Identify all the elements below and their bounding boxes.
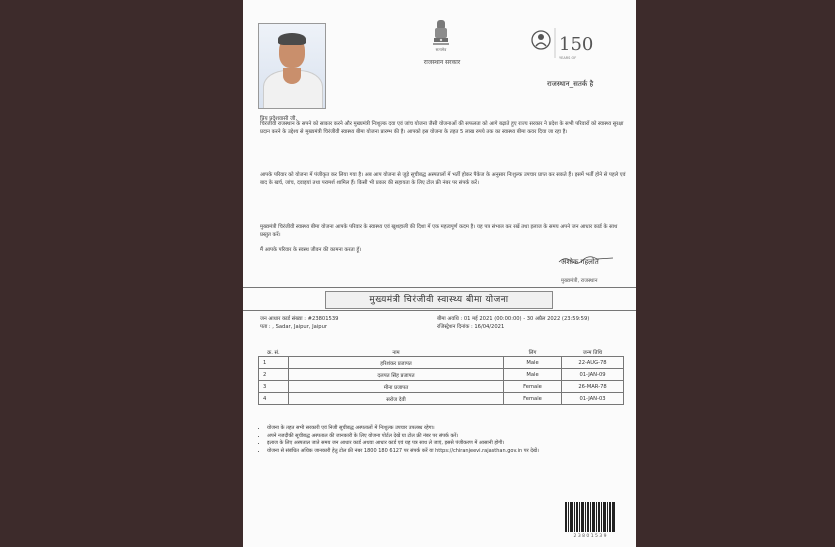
jan-aadhaar-number: जन आधार कार्ड संख्या : #23801539: [260, 316, 339, 322]
member-gender: Female: [504, 393, 562, 405]
signature-name: अशोक गहलोत: [561, 258, 599, 266]
salutation: प्रिय प्रदेशवासी जी,: [260, 116, 298, 122]
family-members-table: [258, 347, 624, 405]
svg-text:YEARS OF: YEARS OF: [559, 56, 577, 60]
chief-minister-photo: [258, 23, 326, 109]
svg-text:150: 150: [559, 34, 594, 55]
member-serial: 3: [259, 381, 289, 393]
scheme-title-band: [243, 287, 636, 311]
table-row: [259, 393, 624, 405]
member-name: हरिशंकर प्रजापत: [289, 357, 504, 369]
letter-paragraph-4: मैं आपके परिवार के स्वस्थ जीवन की कामना करता हूँ।: [260, 247, 362, 253]
letter-paragraph-3: मुख्यमंत्री चिरंजीवी स्वास्थ्य बीमा योजना आपके परिवार के स्वास्थ्य एवं खुशहाली की दिशा में एक महत्वपूर्ण कदम है। यह पत्र संभाल कर रखें तथा इलाज के समय अपने जन आधार कार्ड के साथ प्रस्तुत करें।: [260, 224, 618, 238]
table-row: [259, 357, 624, 369]
member-name: दलपत सिंह प्रजापत: [289, 369, 504, 381]
member-gender: Male: [504, 357, 562, 369]
list-item: • योजना से संबंधित अधिक जानकारी हेतु टोल फ्री नंबर 1800 180 6127 पर संपर्क करें या https://chiranjeevi.rajasthan.gov.in पर देखें।: [267, 448, 636, 456]
scheme-notes: [258, 425, 636, 455]
address: पता : , Sadar, Jaipur, Jaipur: [260, 324, 327, 330]
signature-scribble-icon: [557, 255, 617, 265]
list-item: • योजना के तहत सभी सरकारी एवं निजी सूचीबद्ध अस्पतालों में निःशुल्क उपचार उपलब्ध रहेगा।: [267, 425, 636, 433]
list-item: • अपने नजदीकी सूचीबद्ध अस्पताल की जानकारी के लिए योजना पोर्टल देखें या टोल फ्री नंबर पर संपर्क करें।: [267, 433, 636, 441]
barcode-icon: [565, 502, 615, 532]
designation: मुख्यमंत्री, राजस्थान: [561, 278, 598, 284]
member-dob: 22-AUG-78: [562, 357, 624, 369]
member-gender: Female: [504, 381, 562, 393]
table-row: [259, 369, 624, 381]
member-name: मीना प्रजापत: [289, 381, 504, 393]
member-gender: Male: [504, 369, 562, 381]
barcode-number: 2 3 8 0 1 5 3 9: [573, 534, 607, 539]
member-dob: 01-JAN-03: [562, 393, 624, 405]
column-gender: लिंग: [528, 349, 537, 356]
column-dob: जन्म तिथि: [582, 349, 603, 356]
letter-paragraph-1: चिरंजीवी राजस्थान के सपने को साकार करने और मुख्यमंत्री निःशुल्क दवा एवं जांच योजना जैसी योजनाओं की सफलता को आगे बढ़ाते हुए राज्य सरकार ने प्रदेश के सभी परिवारों को स्वास्थ्य सुरक्षा प्रदान करने के उद्देश्य से मुख्यमंत्री चिरंजीवी स्वास्थ्य बीमा योजना प्रारम्भ की है। आपको इस योजना के तहत 5 लाख रुपये तक का स्वास्थ्य बीमा कवर दिया जा रहा है।: [260, 121, 624, 135]
member-dob: 01-JAN-09: [562, 369, 624, 381]
member-serial: 2: [259, 369, 289, 381]
signature: [561, 258, 599, 267]
state-emblem-icon: [431, 18, 451, 52]
svg-text:सत्यमेव: सत्यमेव: [435, 47, 447, 52]
scheme-title: मुख्यमंत्री चिरंजीवी स्वास्थ्य बीमा योजना: [325, 291, 553, 309]
gandhi-150-logo-icon: [529, 24, 609, 64]
registration-date: रजिस्ट्रेशन दिनांक : 16/04/2021: [437, 324, 505, 330]
list-item: • इलाज के लिए अस्पताल जाते समय जन आधार कार्ड अथवा आधार कार्ड एवं यह पत्र साथ ले जाएं, इससे पंजीकरण में आसानी होगी।: [267, 440, 636, 448]
member-name: सरोज देवी: [289, 393, 504, 405]
beneficiary-details: [260, 316, 630, 332]
tagline: राजस्थान_सतर्क है: [547, 80, 594, 88]
member-serial: 4: [259, 393, 289, 405]
letter-page: [243, 0, 636, 547]
column-name: नाम: [392, 349, 400, 356]
letter-paragraph-2: आपके परिवार को योजना में पंजीकृत कर लिया गया है। अब आप योजना से जुड़े सूचीबद्ध अस्पतालों में भर्ती होकर पैकेज के अनुसार निःशुल्क उपचार प्राप्त कर सकते हैं। इसमें भर्ती होने से पहले एवं बाद के खर्च, जांच, दवाइयां तथा परामर्श शामिल हैं। किसी भी प्रकार की सहायता के लिए टोल फ्री नंबर पर संपर्क करें।: [260, 172, 626, 186]
table-row: [259, 381, 624, 393]
column-serial: क्र. सं.: [267, 349, 280, 356]
government-label: राजस्थान सरकार: [423, 59, 461, 66]
member-serial: 1: [259, 357, 289, 369]
insurance-period: बीमा अवधि : 01 मई 2021 (00:00:00) - 30 अप्रैल 2022 (23:59:59): [437, 316, 590, 322]
member-dob: 26-MAR-78: [562, 381, 624, 393]
